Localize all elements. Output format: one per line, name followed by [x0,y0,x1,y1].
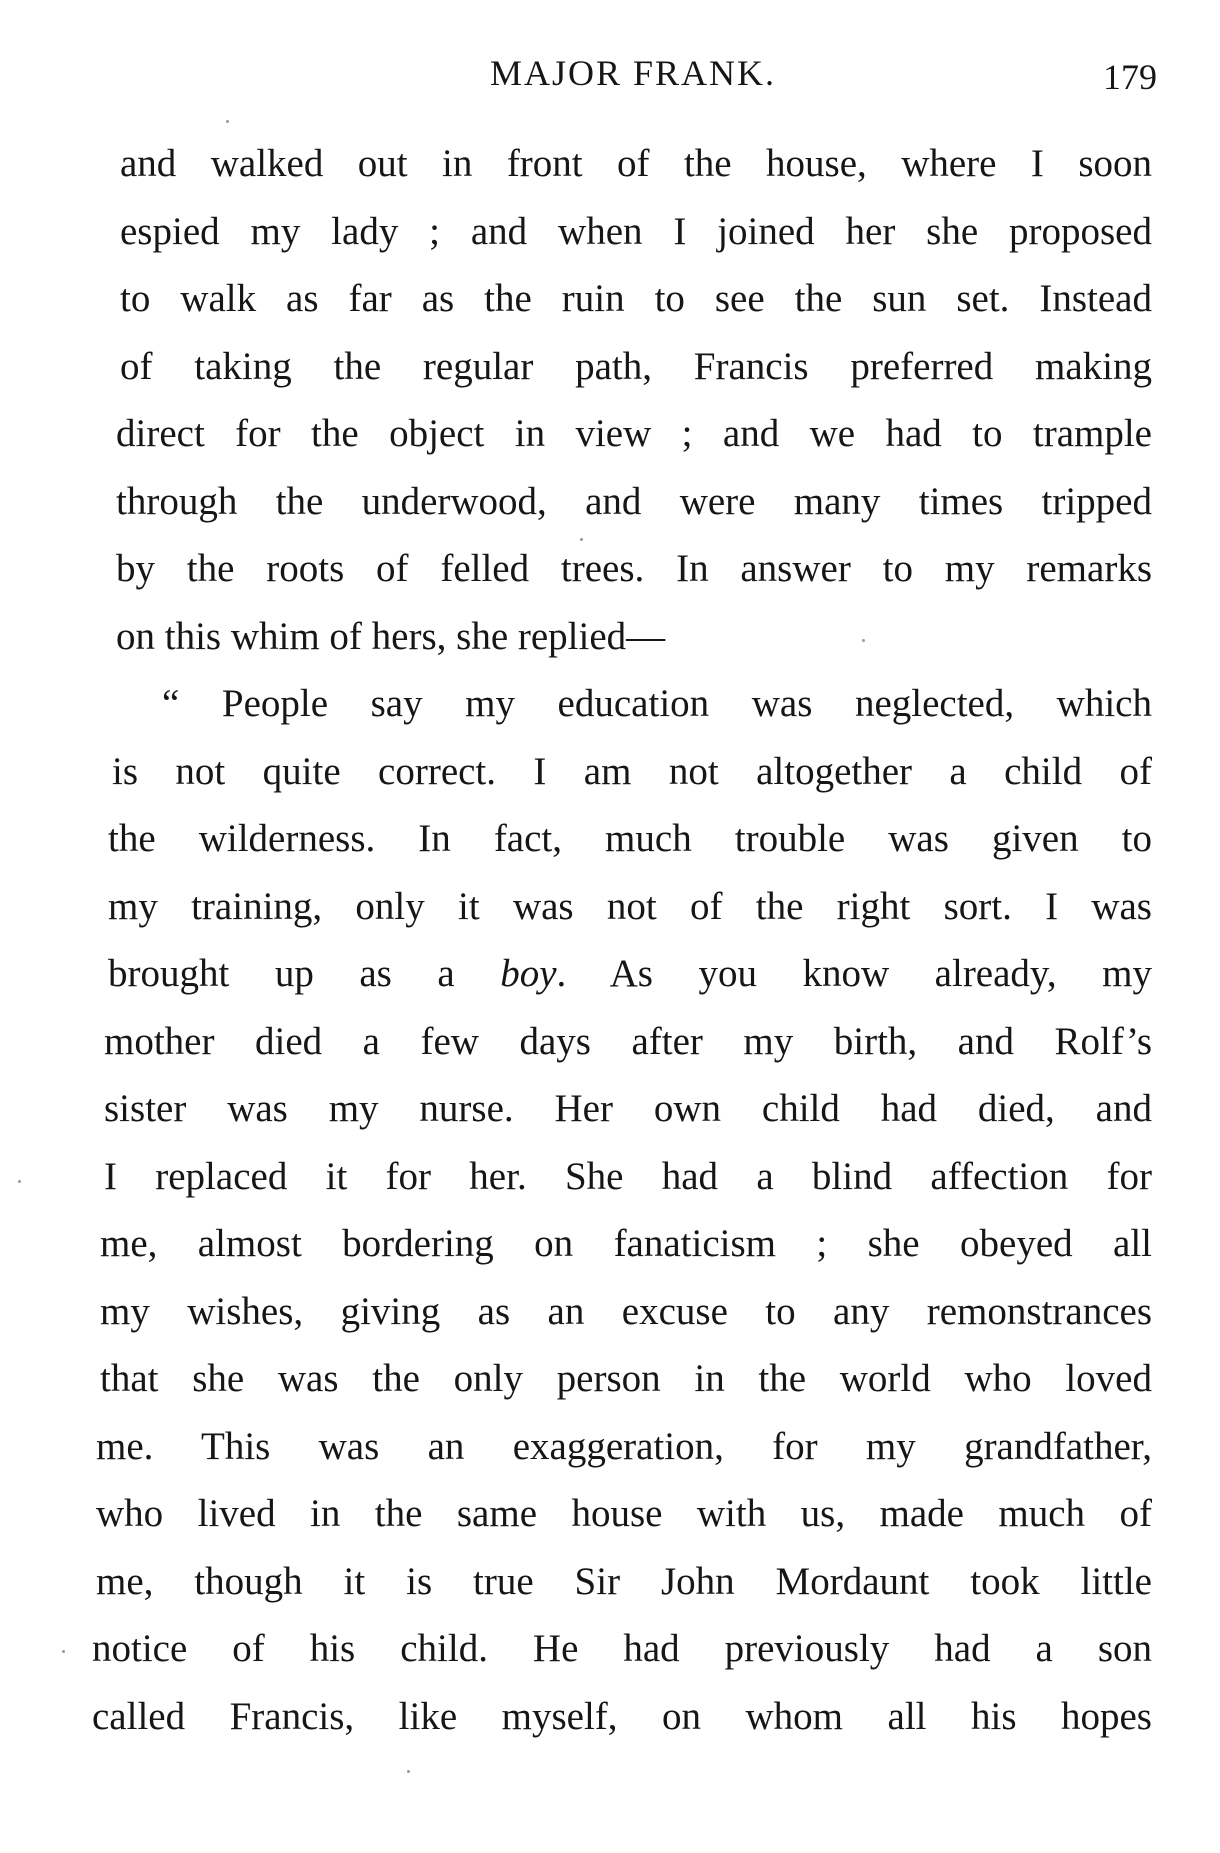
paper-speck [62,1650,65,1653]
page-header [0,52,1220,112]
text-line: and walked out in front of the house, where I soon [120,142,1152,185]
text-line: through the underwood, and were many times tripped [116,479,1152,523]
text-line: I replaced it for her. She had a blind affection for [104,1154,1152,1198]
text-segment: brought up as a [108,952,501,995]
text-line: that she was the only person in the world who loved [100,1357,1152,1400]
body-text [92,130,1152,1750]
text-line: me. This was an exaggeration, for my grandfather, [96,1424,1152,1468]
text-line: mother died a few days after my birth, and Rolf’s [104,1019,1152,1063]
text-segment: . As you know already, my [556,952,1152,995]
text-line: of taking the regular path, Francis preferred making [120,344,1152,388]
text-line [108,940,1152,1008]
paper-speck [580,538,583,541]
paper-speck [862,639,865,642]
text-line: who lived in the same house with us, made much of [96,1492,1152,1535]
text-line: called Francis, like myself, on whom all his hopes [92,1694,1152,1738]
page-number: 179 [1103,57,1157,97]
text-line: on this whim of hers, she replied— [116,614,666,658]
paper-speck [407,1770,410,1773]
text-line: me, though it is true Sir John Mordaunt took little [96,1559,1152,1603]
running-title: MAJOR FRANK. [490,53,777,93]
paragraph [92,670,1152,1750]
text-line: my wishes, giving as an excuse to any remonstrances [100,1289,1152,1333]
paper-speck [226,120,229,123]
text-line: is not quite correct. I am not altogether a child of [112,749,1152,793]
text-line: “ People say my education was neglected, which [162,682,1152,725]
emphasized-word: boy [500,952,557,995]
text-line: by the roots of felled trees. In answer to my remarks [116,547,1152,590]
text-line: to walk as far as the ruin to see the sun set. Instead [120,277,1152,320]
paper-speck [18,1180,21,1183]
text-line: espied my lady ; and when I joined her she proposed [120,209,1152,253]
text-line: the wilderness. In fact, much trouble was given to [108,817,1152,860]
text-line: direct for the object in view ; and we had to trample [116,412,1152,455]
text-line: sister was my nurse. Her own child had died, and [104,1087,1152,1130]
text-line: me, almost bordering on fanaticism ; she obeyed all [100,1222,1152,1265]
text-line: my training, only it was not of the right sort. I was [108,884,1152,928]
text-line: notice of his child. He had previously had a son [92,1627,1152,1670]
paragraph [116,130,1152,670]
